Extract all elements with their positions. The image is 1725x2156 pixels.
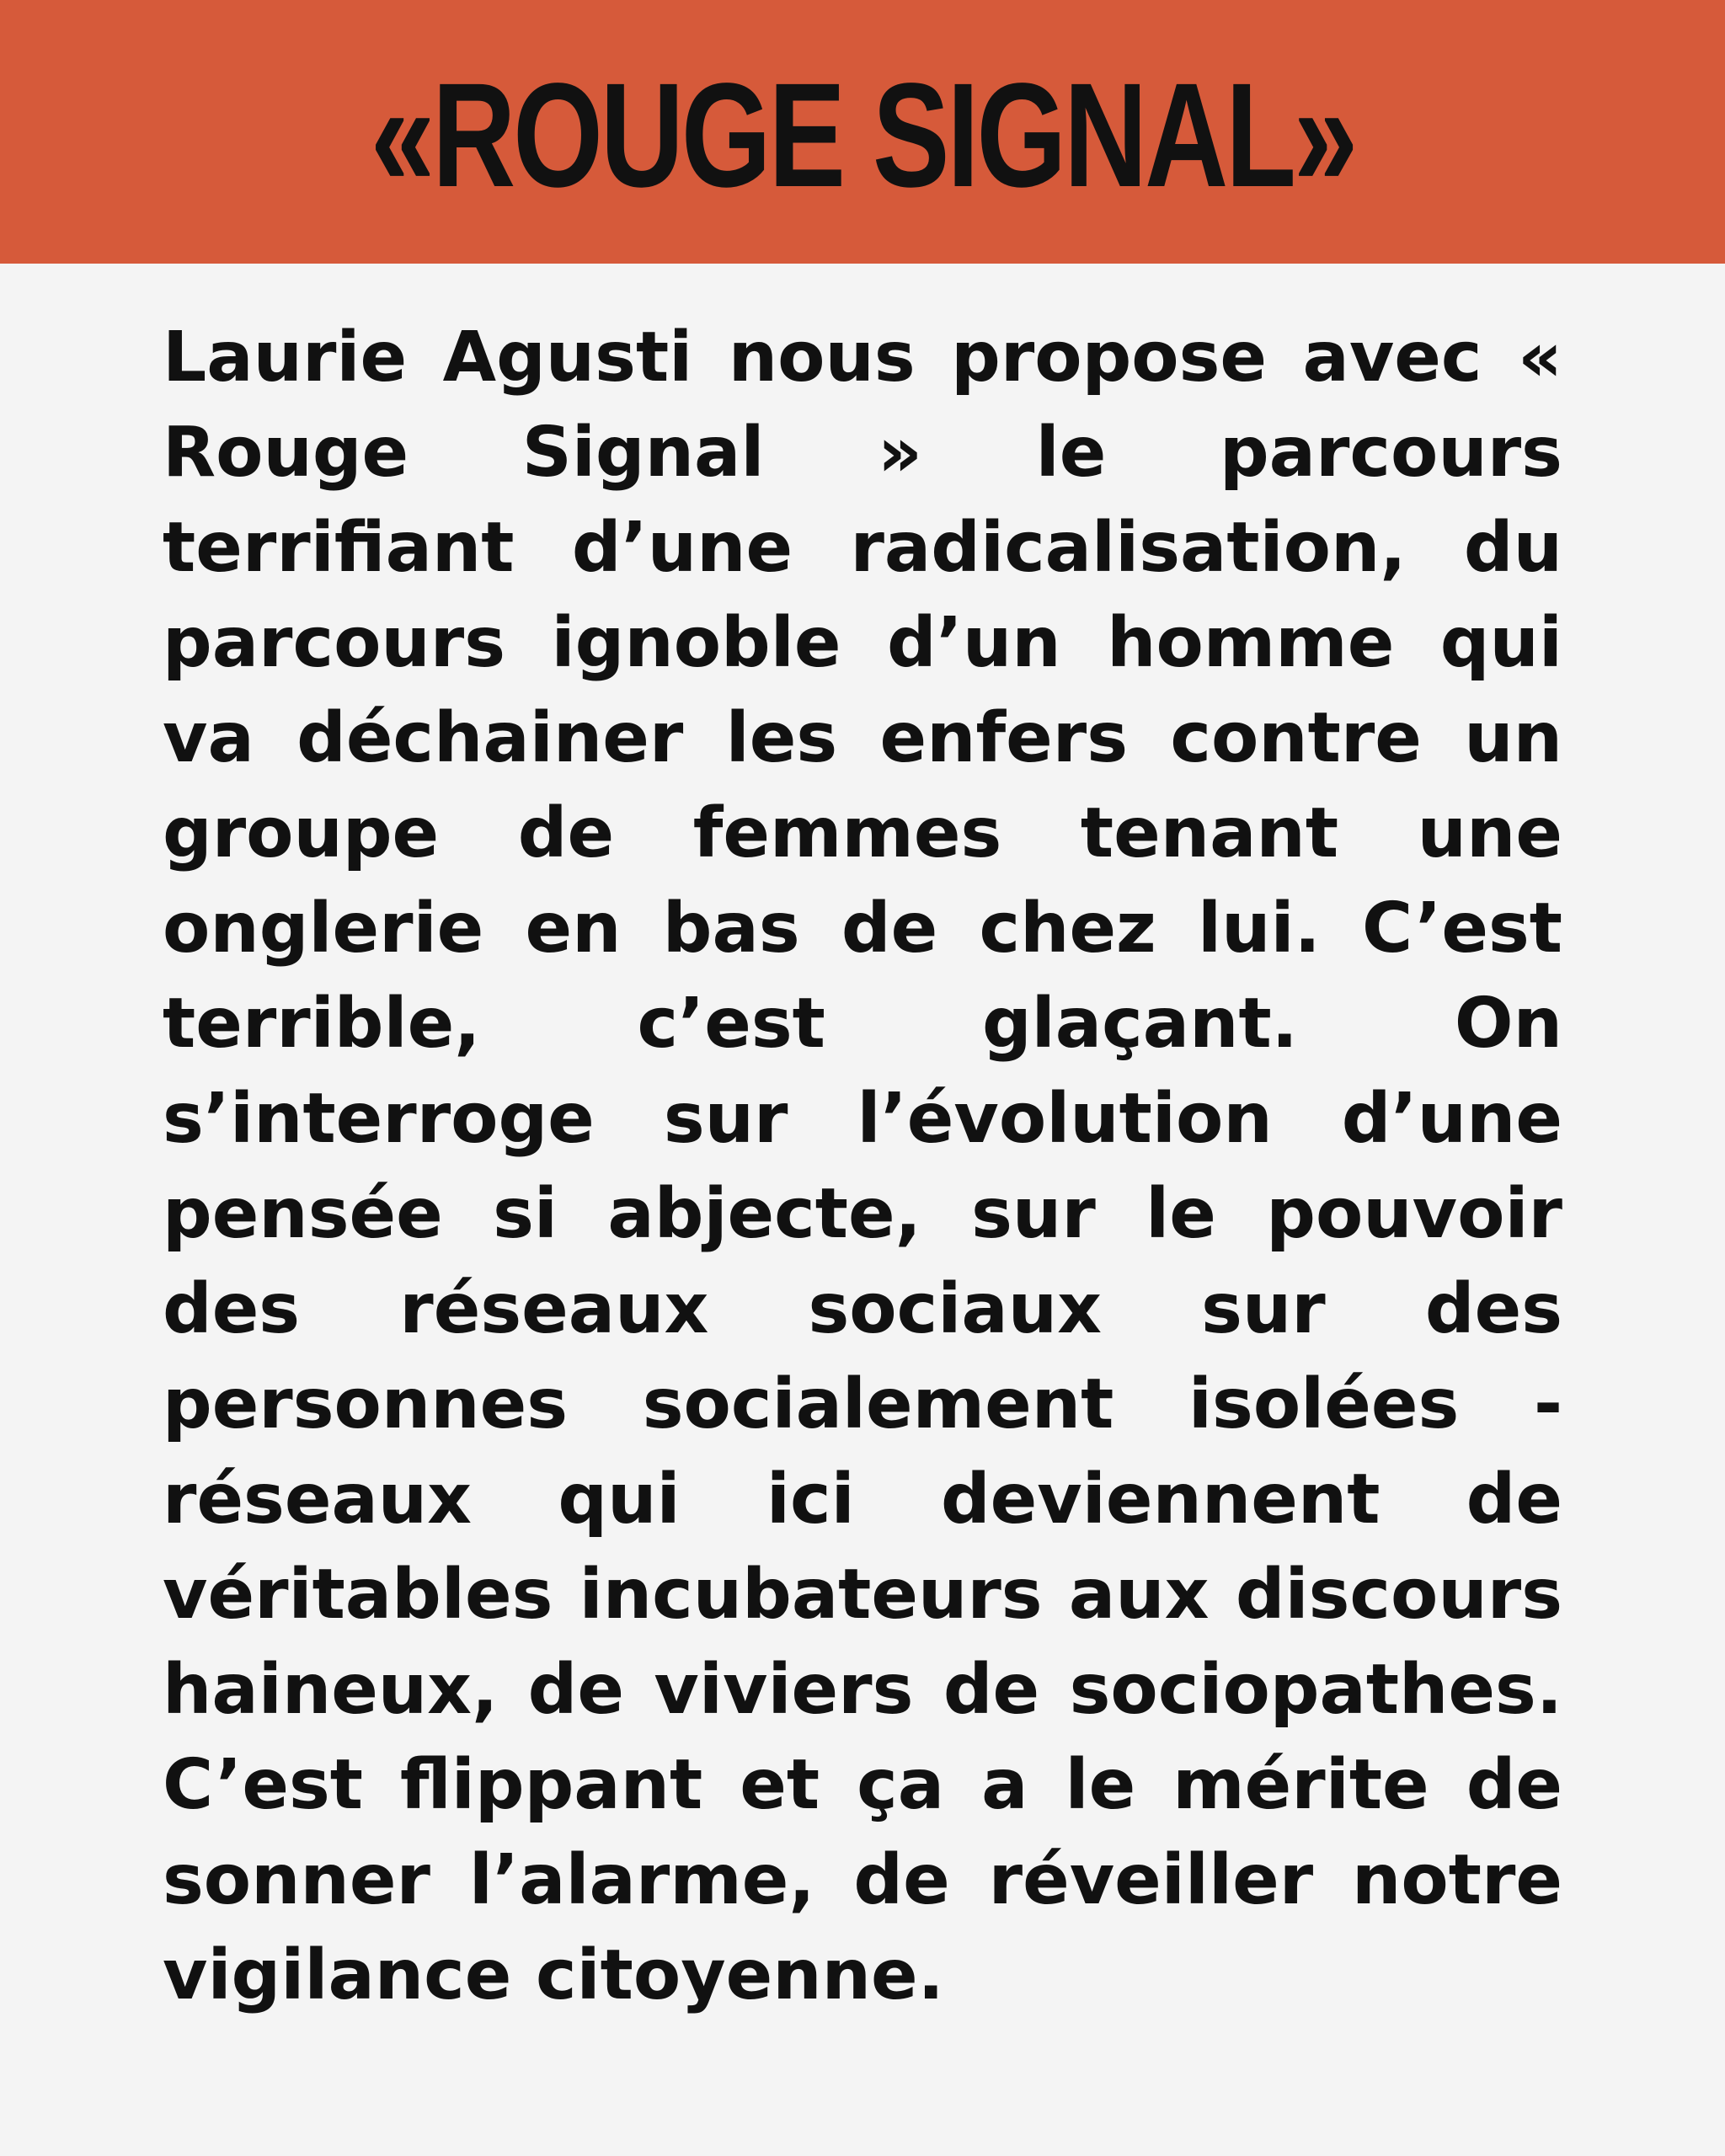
page-title: «ROUGE SIGNAL» xyxy=(370,52,1355,218)
title-banner xyxy=(0,0,1725,264)
review-paragraph: Laurie Agusti nous propose avec « Rouge Signal » le parcours terrifiant d’une radicalisation, du parcours ignoble d’un homme qui va déchainer les enfers contre un groupe de femmes tenant une onglerie en bas de chez lui. C’est terrible, c’est glaçant. On s’interroge sur l’évolution d’une pensée si abjecte, sur le pouvoir des réseaux sociaux sur des personnes socialement isolées - réseaux qui ici deviennent de véritables incubateurs aux discours haineux, de viviers de sociopathes. C’est flippant et ça a le mérite de sonner l’alarme, de réveiller notre vigilance citoyenne. xyxy=(163,318,1562,2015)
